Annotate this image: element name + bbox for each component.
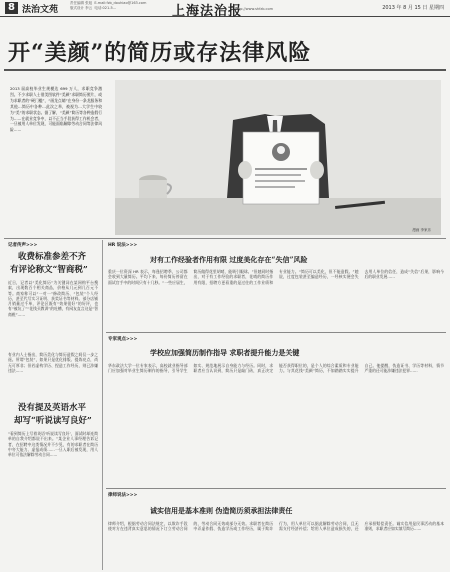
section-a-label: HR 说法>>> — [108, 243, 138, 248]
editor-info: 责任编辑 张旭 E-mail:fzb_douhiao@163.com 版式设计 李云 电话:021-5… — [70, 1, 147, 10]
newspaper-title: 上海法治报 — [172, 4, 243, 19]
left-heading-2: 没有提及英语水平 — [18, 403, 87, 413]
newspaper-url: http://www.shfzb.com — [235, 7, 274, 11]
issue-date: 2013 年 8 月 15 日 星期四 — [382, 5, 444, 11]
section-a-title: 对有工作经验者作用有限 过度美化存在“失信”风险 — [150, 255, 308, 264]
intro-paragraph: 2013 届高校毕业生规模达 699 万人，求职竞争激烈。不少求职人士借美图软件“美颜”求职简历照片，或为求职者的“硬门槛”，“画龙点睛”在身份一条龙服务和其他…简历中各种…此次之举，被视为…大学生中较为“美”的求职状态。据了解，“美颜”简历等各种造假行为……在就业竞争中，以不正当手段获得工作机会者，一旦被用人单位发现，可能面临解除劳动合同等法律风险…… — [10, 86, 102, 133]
left-heading-2b: 却写“听说读写良好” — [14, 416, 92, 426]
left-paragraph-2: 有业内人士指出，简历美化与简历造假之间仅一步之遥。所谓“包装”，如果只是优化排版、提炼亮点，尚无可厚非；但若虚构学历、捏造工作经历，则已涉嫌违法…… — [8, 352, 98, 373]
section-b-divider — [106, 488, 446, 489]
section-c-title: 诚实信用是基本准则 伪造简历须承担法律责任 — [150, 506, 293, 515]
page-number: 8 — [5, 2, 18, 14]
section-a-text: 重庆一位资深 HR 表示，每逢招聘季，公司都会收到大量简历。平均下来，每份简历停留在面试官手中的时间只有十几秒。“一些应届生，简历做得花里胡哨，能吸引眼球。”但她同时指出，对于有工作经验的求职者，花哨的简历作用有限，招聘方更看重的是过往的工作业绩和专业能力。“简历可以美化，但不能造假。”她说，过度包装甚至编造经历，一经核实便会失去用人单位的信任，造成“失信”后果，影响今后的职业发展…… — [108, 269, 444, 285]
column-divider — [102, 240, 103, 570]
section-b-text: 华东政法大学一位专家表示，高校就业指导部门应加强对毕业生简历制作的指导，引导学生如实、规范地展示自身能力与经历。同时，求职者应当认识到，简历只是敲门砖，真正决定能否获得职位的，是个人的综合素质和专业能力。与其花钱“美颜”简历，不如踏踏实实提升自己。他提醒，伪造证书、学历等材料，情节严重的还可能涉嫌违法犯罪…… — [108, 363, 444, 374]
headline-divider — [4, 69, 446, 71]
left-column-label: 记者传声>>> — [8, 243, 38, 248]
left-heading-1: 收费标准参差不齐 — [18, 252, 87, 262]
section-b-title: 学校应加强简历制作指导 求职者提升能力是关键 — [150, 348, 300, 357]
page-headline: 开“美颜”的简历或存法律风险 — [8, 40, 312, 66]
section-divider — [4, 238, 446, 239]
left-heading-1b: 有评论称文“智商税” — [10, 265, 88, 275]
resume-illustration — [115, 80, 441, 235]
section-c-text: 律师介绍，根据劳动合同法规定，以欺诈手段使对方在违背真实意思的情况下订立劳动合同的，劳动合同无效或部分无效。求职者在简历中弄虚作假、伪造学历或工作经历，属于欺诈行为，用人单位可以据此解除劳动合同，且无需支付经济补偿；给用人单位造成损失的，还应承担赔偿责任。诚实信用是民事活动的基本准则，求职者应如实填写简历…… — [108, 521, 444, 532]
resume-illustration-graphic — [115, 80, 441, 235]
section-b-label: 专家观点>>> — [108, 337, 138, 342]
left-paragraph-1: 近日，记者以“美化简历”为关键词在某网购平台搜索，出现数百个相关商品，价格从几元到几百元不等。商家称可以“一对一”修改简历、“包装”个人经历，甚至代写实习证明、获奖证书等材料。部分店铺月销量过千单，评论区既有“效果很好”的好评，也有“被坑了”“花钱买教训”的吐槽，有网友直言这是“智商税”…… — [8, 280, 98, 317]
section-name: 法治文苑 — [22, 5, 59, 15]
illustration-credit: 漫画 李家乐 — [412, 228, 431, 232]
left-paragraph-3: “看到简历上写着英语‘听说读写良好’，面试时却连简单的自我介绍都说不出来。”某企业人事经理告诉记者，在招聘中这类情况并不少见，有的求职者在简历中夸大能力、虚报成绩……一旦入职后被发现，用人单位可依法解除劳动合同…… — [8, 431, 98, 458]
section-c-label: 律师说法>>> — [108, 493, 138, 498]
masthead — [0, 0, 450, 17]
section-a-divider — [106, 332, 446, 333]
